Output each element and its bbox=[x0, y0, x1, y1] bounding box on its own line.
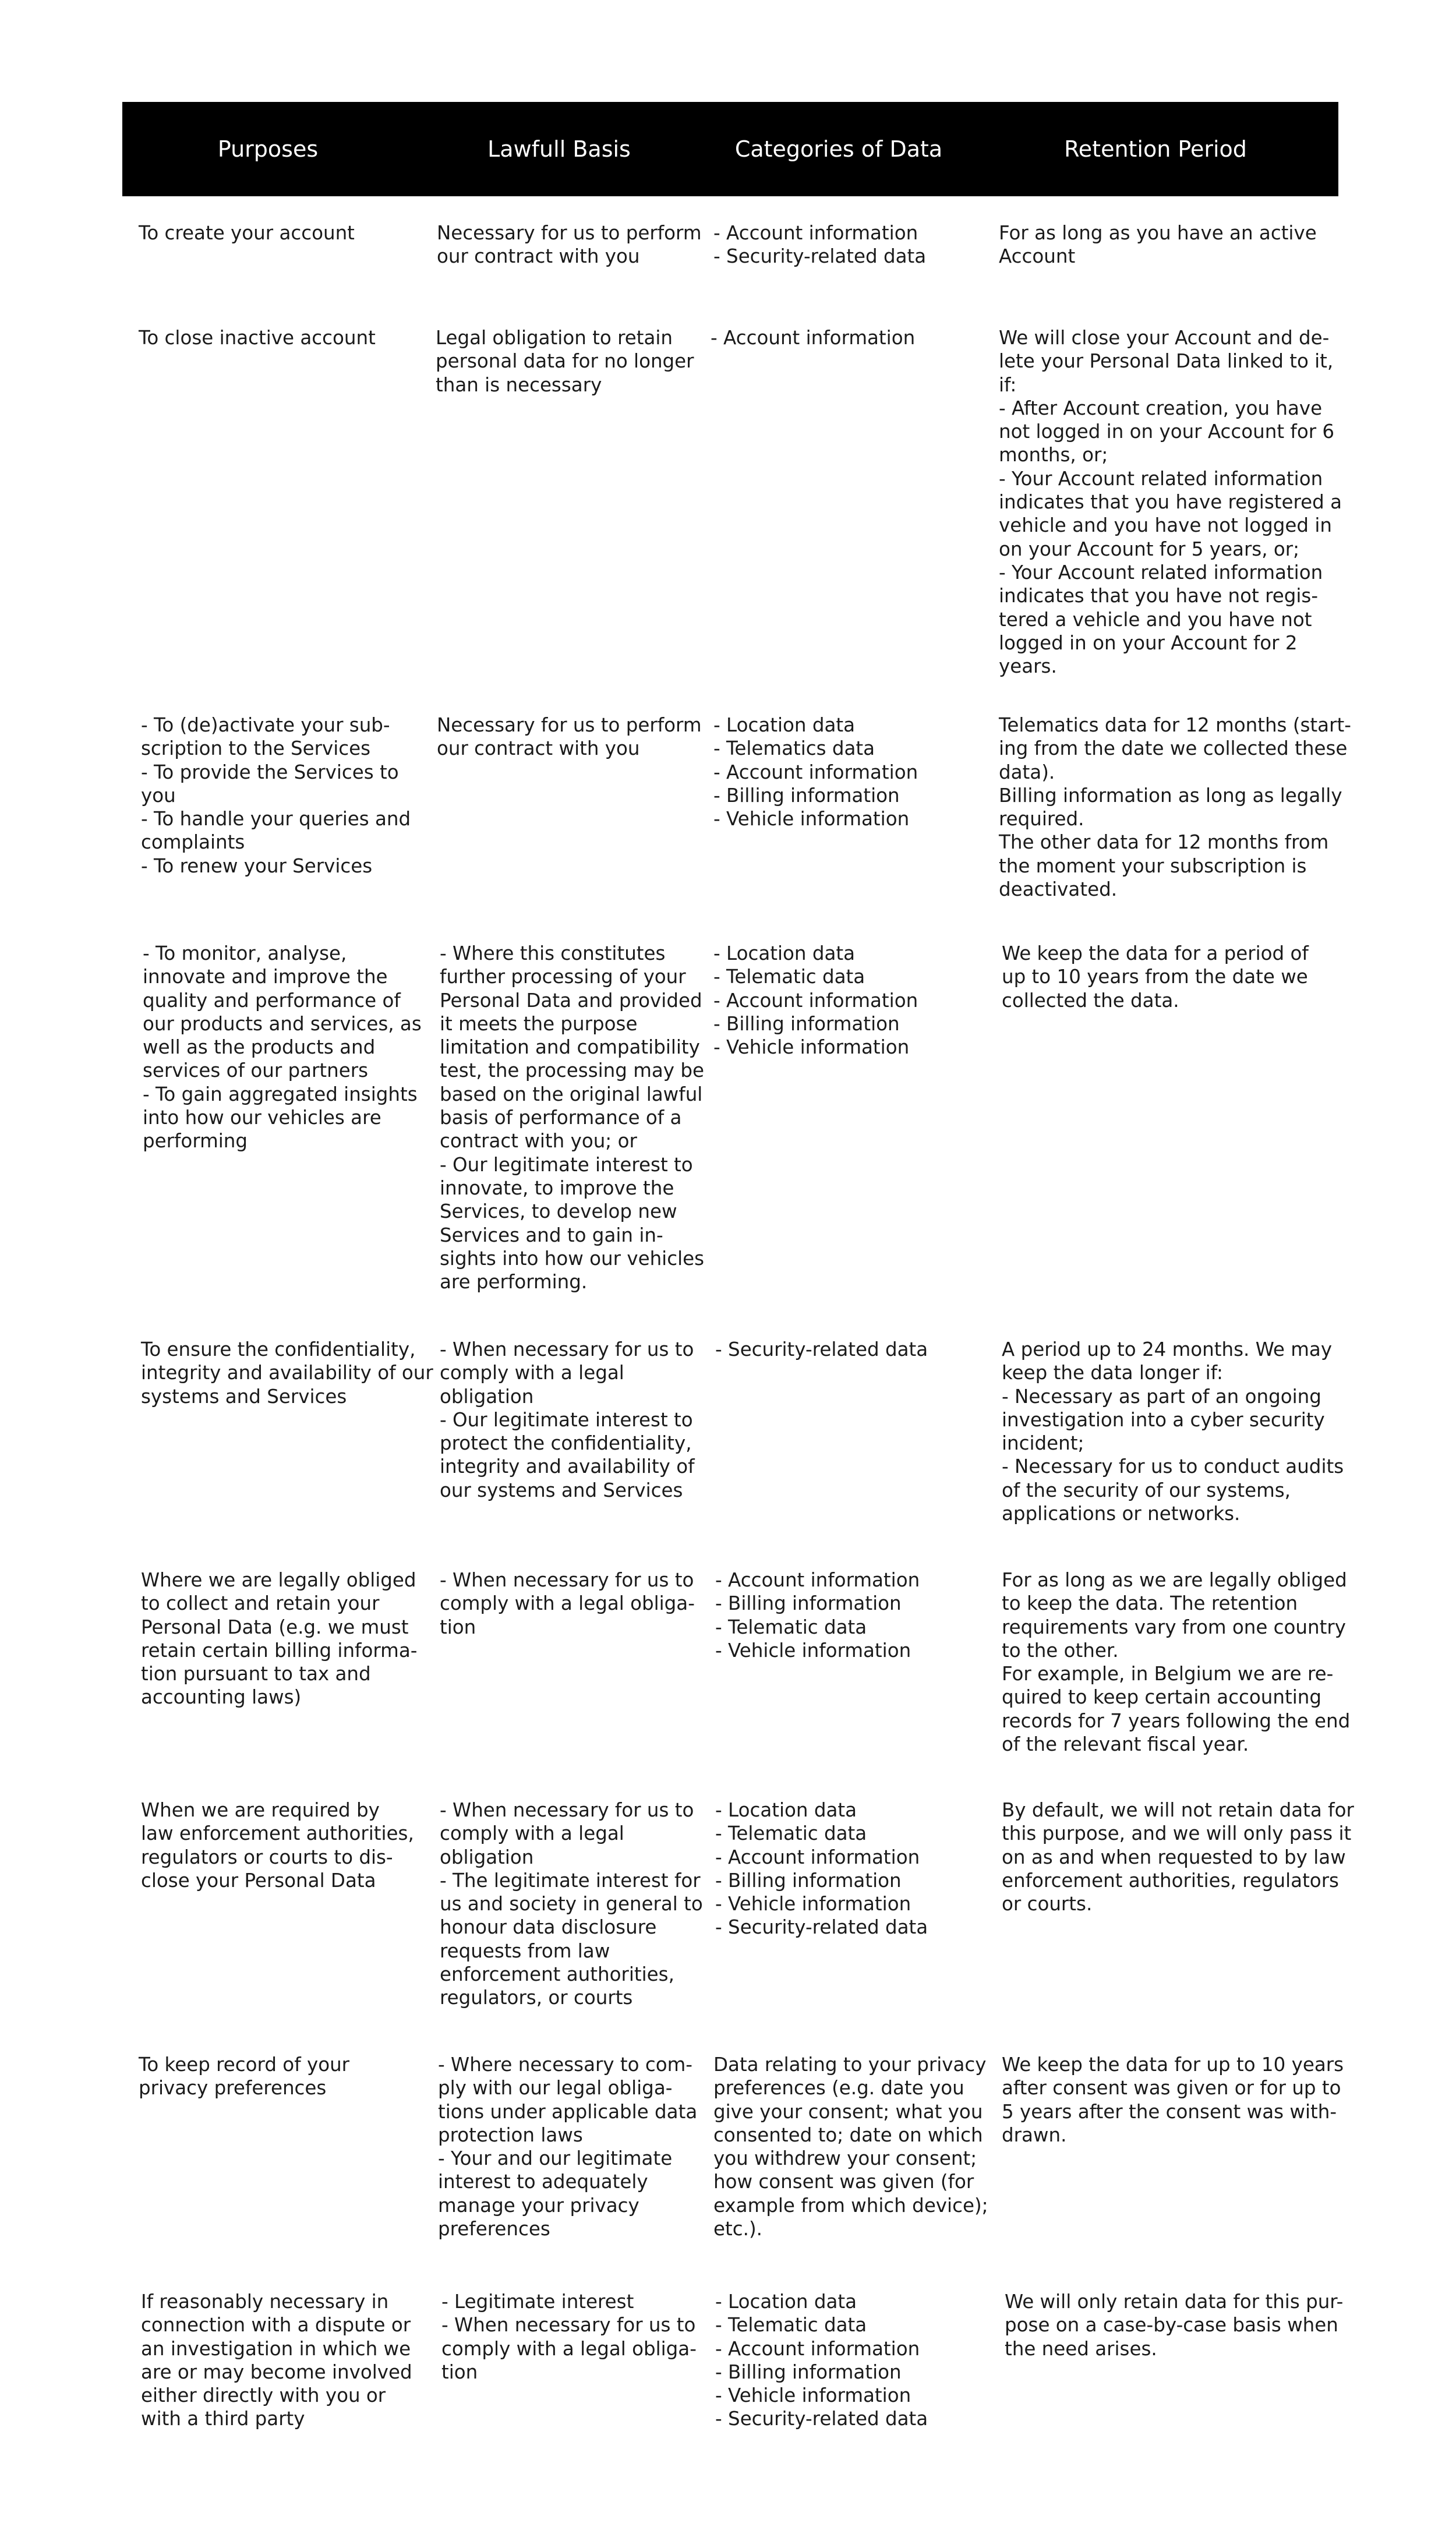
header-lawful-basis: Lawfull Basis bbox=[487, 136, 631, 162]
lawful-basis-cell: Necessary for us to perform our contract with you bbox=[437, 714, 702, 760]
purpose-cell: Where we are legally obliged to collect and retain your Personal Data (e.g. we must retain certain billing informa- tion pursuant to tax and accounting laws) bbox=[141, 1569, 418, 1709]
retention-cell: By default, we will not retain data for this purpose, and we will only pass it on as and when requested to by law enforcement authorities, regulators or courts. bbox=[1002, 1799, 1354, 1916]
header-categories-of-data: Categories of Data bbox=[734, 136, 943, 162]
purpose-cell: To ensure the confidentiality, integrity and availability of our systems and Services bbox=[141, 1338, 433, 1408]
categories-cell: Data relating to your privacy preferences (e.g. date you give your consent; what you consented to; date on which you withdrew your consent; how consent was given (for example from which device); etc.). bbox=[713, 2054, 988, 2240]
retention-cell: We keep the data for up to 10 years after consent was given or for up to 5 years after the consent was with- drawn. bbox=[1002, 2054, 1344, 2146]
purpose-cell: If reasonably necessary in connection with a dispute or an investigation in which we are or may become involved either directly with you or with a third party bbox=[141, 2291, 412, 2430]
lawful-basis-cell: - When necessary for us to comply with a legal obliga- tion bbox=[440, 1569, 695, 1638]
retention-cell: We will close your Account and de- lete your Personal Data linked to it, if: - After Account creation, you have not logged in on your Account for 6 months, or; - Your Account related information indicates that you have registered a vehicle and you have not logged in on your Account for 5 years, or; - Your Account related information indicates that you have not regis- tered a vehicle and you have not logged in on your Account for 2 years. bbox=[999, 327, 1342, 678]
categories-cell: - Account information - Security-related data bbox=[713, 222, 927, 268]
table-header bbox=[122, 102, 1338, 196]
retention-cell: We will only retain data for this pur- pose on a case-by-case basis when the need arises. bbox=[1005, 2291, 1344, 2360]
lawful-basis-cell: - Where this constitutes further processing of your Personal Data and provided it meets the purpose limitation and compatibility test, the processing may be based on the original lawful basis of performance of a contract with you; or - Our legitimate interest to innovate, to improve the Services, to develop new Services and to gain in- sights into how our vehicles are performing. bbox=[440, 942, 705, 1294]
header-purposes: Purposes bbox=[217, 136, 319, 162]
header-retention-period: Retention Period bbox=[1064, 136, 1247, 162]
lawful-basis-cell: - When necessary for us to comply with a legal obligation - The legitimate interest for us and society in general to honour data disclosure requests from law enforcement authorities, regulators, or courts bbox=[440, 1799, 703, 2009]
categories-cell: - Account information bbox=[711, 327, 916, 349]
lawful-basis-cell: - When necessary for us to comply with a legal obligation - Our legitimate interest to protect the confidentiality, integrity and availability of our systems and Services bbox=[440, 1338, 695, 1501]
categories-cell: - Security-related data bbox=[715, 1338, 928, 1360]
purpose-cell: - To monitor, analyse, innovate and improve the quality and performance of our products and services, as well as the products and services of our partners - To gain aggregated insights into how our vehicles are performing bbox=[143, 942, 422, 1153]
categories-cell: - Account information - Billing information - Telematic data - Vehicle information bbox=[715, 1569, 920, 1662]
lawful-basis-cell: - Legitimate interest - When necessary for us to comply with a legal obliga- tion bbox=[441, 2291, 697, 2383]
purpose-cell: When we are required by law enforcement authorities, regulators or courts to dis- close your Personal Data bbox=[141, 1799, 414, 1892]
retention-cell: For as long as you have an active Account bbox=[999, 222, 1317, 268]
purpose-cell: To close inactive account bbox=[139, 327, 376, 349]
categories-cell: - Location data - Telematic data - Account information - Billing information - Vehicle information - Security-related data bbox=[715, 2291, 928, 2430]
purpose-cell: - To (de)activate your sub- scription to the Services - To provide the Services to you - To handle your queries and complaints - To renew your Services bbox=[141, 714, 411, 877]
categories-cell: - Location data - Telematic data - Account information - Billing information - Vehicle information bbox=[713, 942, 918, 1059]
lawful-basis-cell: - Where necessary to com- ply with our legal obliga- tions under applicable data protection laws - Your and our legitimate interest to adequately manage your privacy preferences bbox=[438, 2054, 698, 2240]
data-processing-table bbox=[122, 102, 1354, 2430]
lawful-basis-cell: Necessary for us to perform our contract with you bbox=[437, 222, 702, 268]
retention-cell: A period up to 24 months. We may keep the data longer if: - Necessary as part of an ongoing investigation into a cyber security incident; - Necessary for us to conduct audits of the security of our systems, applications or networks. bbox=[1002, 1338, 1344, 1525]
lawful-basis-cell: Legal obligation to retain personal data for no longer than is necessary bbox=[436, 327, 694, 396]
categories-cell: - Location data - Telematic data - Account information - Billing information - Vehicle information - Security-related data bbox=[715, 1799, 928, 1939]
retention-cell: For as long as we are legally obliged to keep the data. The retention requirements vary from one country to the other. For example, in Belgium we are re- quired to keep certain accounting records for 7 years following the end of the relevant fiscal year. bbox=[1002, 1569, 1351, 1756]
purpose-cell: To keep record of your privacy preferences bbox=[139, 2054, 350, 2100]
retention-cell: Telematics data for 12 months (start- ing from the date we collected these data). Billing information as long as legally required. The other data for 12 months from the moment your subscription is deactivated. bbox=[999, 714, 1351, 901]
categories-cell: - Location data - Telematics data - Account information - Billing information - Vehicle information bbox=[713, 714, 918, 831]
retention-cell: We keep the data for a period of up to 10 years from the date we collected the data. bbox=[1002, 942, 1309, 1012]
purpose-cell: To create your account bbox=[139, 222, 355, 244]
